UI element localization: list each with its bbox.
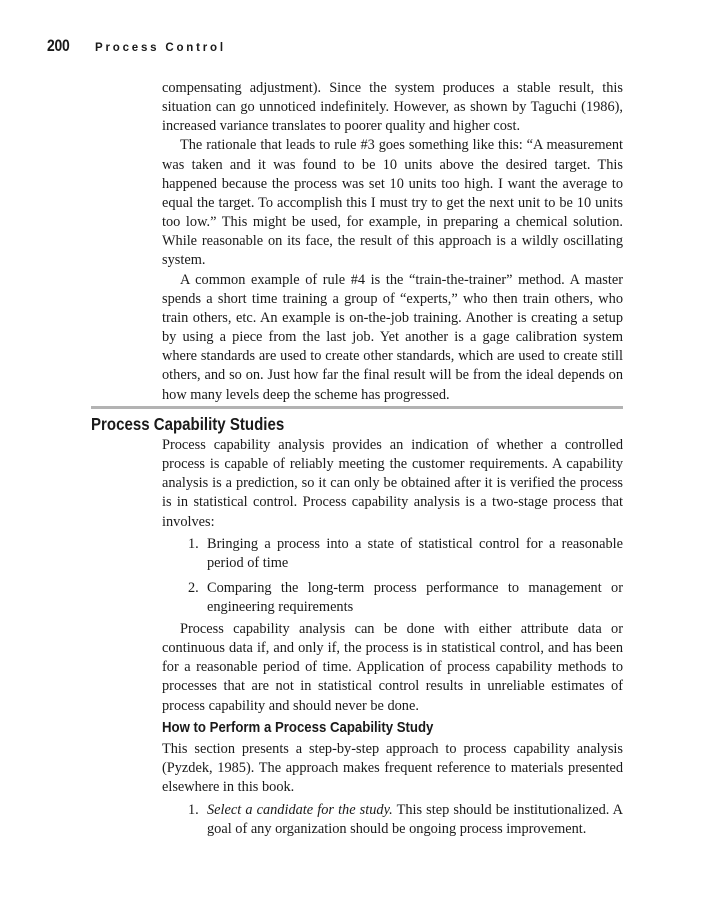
section-heading: Process Capability Studies	[91, 414, 285, 434]
study-steps-list	[162, 801, 623, 839]
step-text: This step should be institutionalized. A goal of any organization should be ongoing process improvement.	[207, 802, 623, 838]
section-paragraph-2: Process capability analysis can be done with either attribute data or continuous data if, and only if, the process is in statistical control, and has been for a reasonable period of time. Application of process capability methods to processes that are not in statistical control results in unreliable estimates of process capability and should never be done.	[162, 621, 623, 714]
section-body	[162, 620, 623, 716]
list-item-text: Bringing a process into a state of statistical control for a reasonable period of time	[207, 536, 623, 572]
capability-steps-list	[162, 535, 623, 618]
subsection-intro	[162, 740, 623, 797]
intro-paragraph-3: A common example of rule #4 is the “train-the-trainer” method. A master spends a short time training a group of “experts,” who then train others, who train others, etc. An example is on-the-job training. Another is creating a setup by using a piece from the last job. Yet another is a gage calibration system where standards are used to create other standards, which are used to create still others, and so on. Just how far the final result will be from the ideal depends on how many levels deep the scheme has progressed.	[162, 271, 623, 403]
intro-paragraph-1: compensating adjustment). Since the system produces a stable result, this situation can go unnoticed indefinitely. However, as shown by Taguchi (1986), increased variance translates to poorer quality and higher cost.	[162, 80, 623, 135]
list-number: 1.	[188, 536, 199, 552]
running-title: Process Control	[95, 42, 226, 54]
list-item-text: Comparing the long-term process performance to management or engineering requirements	[207, 580, 623, 616]
page-number: 200	[47, 36, 70, 55]
list-item	[162, 801, 623, 839]
list-number: 1.	[188, 802, 199, 818]
subsection-paragraph-1: This section presents a step-by-step approach to process capability analysis (Pyzdek, 1985). The approach makes frequent reference to materials presented elsewhere in this book.	[162, 741, 623, 796]
section-paragraph-1: Process capability analysis provides an indication of whether a controlled process is capable of reliably meeting the customer requirements. A capability analysis is a prediction, so it can only be obtained after it is verified the process is in statistical control. Process capability analysis is a two-stage process that involves:	[162, 437, 623, 530]
list-item	[162, 579, 623, 617]
subsection-heading: How to Perform a Process Capability Study	[162, 719, 434, 736]
intro-text	[162, 79, 623, 405]
intro-paragraph-2: The rationale that leads to rule #3 goes something like this: “A measurement was taken and it was found to be 10 units above the desired target. This happened because the process was set 10 units too high. I want the average to equal the target. To accomplish this I must try to get the next unit to be 10 units too low.” This might be used, for example, in preparing a chemical solution. While reasonable on its face, the result of this approach is a wildly oscillating system.	[162, 137, 623, 269]
step-title: Select a candidate for the study.	[207, 802, 393, 818]
running-head	[47, 36, 226, 58]
section-divider	[91, 406, 623, 409]
list-number: 2.	[188, 580, 199, 597]
section-intro	[162, 436, 623, 532]
list-item	[162, 535, 623, 573]
